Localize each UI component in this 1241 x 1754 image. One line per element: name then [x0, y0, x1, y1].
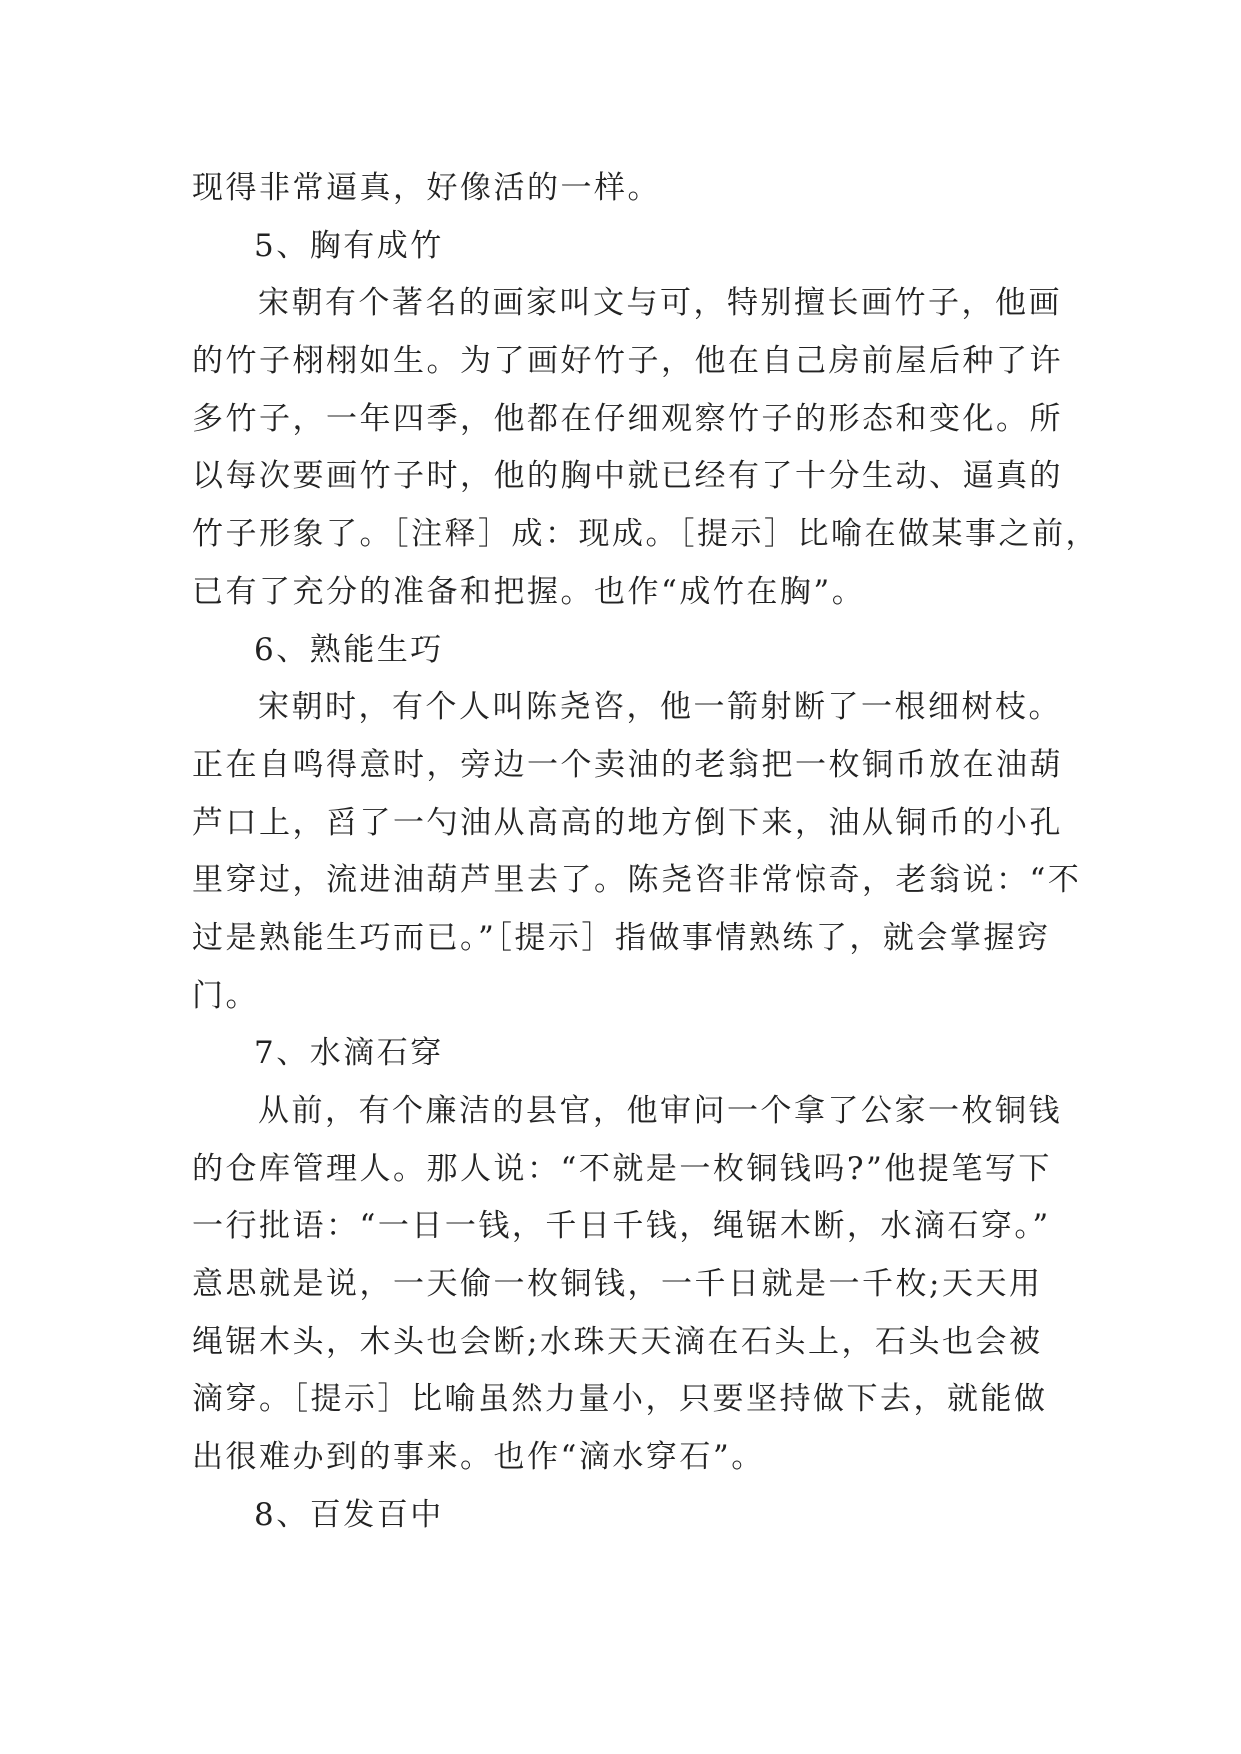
text-line: 意思就是说，一天偷一枚铜钱，一千日就是一千枚;天天用: [192, 1266, 1043, 1303]
text-line: 门。: [192, 977, 259, 1014]
paragraph-first-line: 宋朝时，有个人叫陈尧咨，他一箭射断了一根细树枝。: [258, 689, 1062, 726]
text-line: 以每次要画竹子时，他的胸中就已经有了十分生动、逼真的: [192, 458, 1063, 495]
text-line: 里穿过，流进油葫芦里去了。陈尧咨非常惊奇，老翁说：“不: [192, 862, 1082, 899]
section-heading: 7、水滴石穿: [254, 1035, 444, 1072]
text-line: 出很难办到的事来。也作“滴水穿石”。: [192, 1439, 765, 1476]
text-line: 正在自鸣得意时，旁边一个卖油的老翁把一枚铜币放在油葫: [192, 746, 1063, 783]
section-heading: 6、熟能生巧: [254, 631, 444, 668]
text-line: 现得非常逼真，好像活的一样。: [192, 170, 661, 206]
text-line: 一行批语：“一日一钱，千日千钱，绳锯木断，水滴石穿。”: [192, 1208, 1051, 1245]
section-heading: 5、胸有成竹: [254, 227, 444, 264]
text-line: 滴穿。［提示］比喻虽然力量小，只要坚持做下去，就能做: [192, 1381, 1048, 1418]
text-line: 竹子形象了。［注释］成：现成。［提示］比喻在做某事之前，: [192, 516, 1099, 553]
document-body: [192, 160, 1099, 1545]
paragraph-first-line: 从前，有个廉洁的县官，他审问一个拿了公家一枚铜钱: [258, 1093, 1062, 1129]
section-heading: 8、百发百中: [254, 1496, 444, 1533]
text-line: 的竹子栩栩如生。为了画好竹子，他在自己房前屋后种了许: [192, 343, 1063, 380]
text-line: 的仓库管理人。那人说：“不就是一枚铜钱吗?”他提笔写下: [192, 1150, 1052, 1187]
text-line: 绳锯木头，木头也会断;水珠天天滴在石头上，石头也会被: [192, 1323, 1043, 1360]
text-line: 多竹子，一年四季，他都在仔细观察竹子的形态和变化。所: [192, 400, 1063, 437]
text-line: 已有了充分的准备和把握。也作“成竹在胸”。: [192, 573, 866, 610]
text-line: 过是熟能生巧而已。”［提示］指做事情熟练了，就会掌握窍: [192, 919, 1051, 956]
paragraph-first-line: 宋朝有个著名的画家叫文与可，特别擅长画竹子，他画: [258, 285, 1062, 322]
text-line: 芦口上，舀了一勺油从高高的地方倒下来，油从铜币的小孔: [192, 804, 1063, 841]
